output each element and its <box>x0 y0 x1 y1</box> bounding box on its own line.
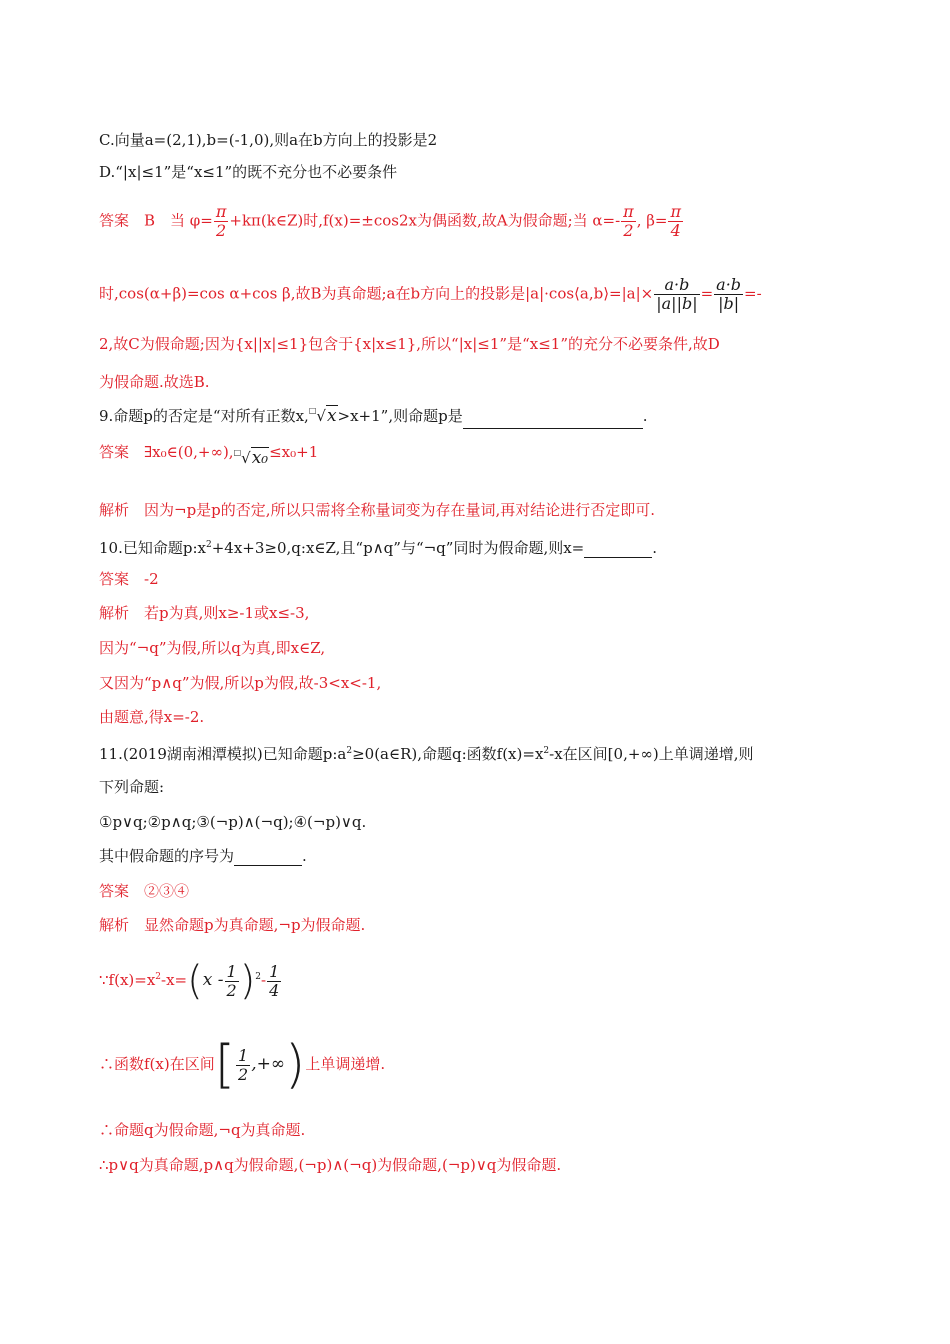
q8-answer-head: 答案 B 当 φ= <box>99 211 213 230</box>
q11-stem <box>99 741 754 764</box>
q10-answer-blank[interactable] <box>584 541 652 558</box>
q9-answer-b: ≤x₀+1 <box>269 443 319 461</box>
q8-answer-beta: , β= <box>636 211 668 230</box>
q10-stem-b: +4x+3≥0,q:x∈Z,且“p∧q”与“¬q”同时为假命题,则x= <box>211 539 585 557</box>
q11-analysis-5: ∴p∨q为真命题,p∧q为假命题,(¬p)∧(¬q)为假命题,(¬p)∨q为假命题. <box>99 1156 562 1174</box>
q8-answer-line1 <box>99 203 684 240</box>
q9-answer-blank[interactable] <box>463 412 643 429</box>
q8-answer-line2 <box>99 276 762 313</box>
q10-answer: 答案 -2 <box>99 570 159 588</box>
q11-a2-b: -x= <box>161 971 188 989</box>
fraction-one-quarter: $\frac{1}{4}$ <box>269 961 280 1000</box>
fraction-pi-over-4: $\frac{\pi}{4}$ <box>670 202 681 240</box>
q8-line2-a: 时,cos(α+β)=cos α+cos β,故B为真命题;a在b方向上的投影是|a|·cos⟨a,b⟩=|a|× <box>99 284 654 303</box>
q11-a3-a: ∴函数f(x)在区间 <box>99 1055 215 1073</box>
q9-analysis: 解析 因为¬p是p的否定,所以只需将全称量词变为存在量词,再对结论进行否定即可. <box>99 501 656 519</box>
q11-ask-end: . <box>302 847 307 865</box>
fraction-pi-over-2: $\frac{\pi}{2}$ <box>215 202 227 240</box>
q11-answer: 答案 ②③④ <box>99 882 190 900</box>
q10-stem-a: 10.已知命题p:x <box>99 539 206 557</box>
interval-half-to-inf: [ $\frac{1}{2}$ ,+∞) <box>214 1035 306 1095</box>
q10-analysis-1: 解析 若p为真,则x≥-1或x≤-3, <box>99 604 310 622</box>
q11-analysis-4: ∴命题q为假命题,¬q为真命题. <box>99 1121 306 1139</box>
option-d: D.“|x|≤1”是“x≤1”的既不充分也不必要条件 <box>99 163 398 181</box>
q9-answer-a: 答案 ∃x₀∈(0,+∞), <box>99 443 234 461</box>
q11-stem-c: -x在区间[0,+∞)上单调递增,则 <box>549 745 754 763</box>
q9-stem <box>99 405 648 429</box>
q11-stem-2: 下列命题: <box>99 778 165 796</box>
fraction-ab-over-b: $\frac{a\cdot b}{|b|}$ <box>716 275 742 313</box>
q9-stem-b: >x+1”,则命题p是 <box>337 407 463 425</box>
q9-stem-a: 9.命题p的否定是“对所有正数x, <box>99 407 309 425</box>
q11-sup-a: 2 <box>346 746 353 756</box>
q11-list: ①p∨q;②p∧q;③(¬p)∧(¬q);④(¬p)∨q. <box>99 813 367 831</box>
q8-answer-line4: 为假命题.故选B. <box>99 373 210 391</box>
q11-a2-a: ∵f(x)=x <box>99 971 156 989</box>
q10-stem <box>99 535 657 558</box>
q8-line2-tail: =- <box>744 284 762 303</box>
q11-answer-blank[interactable] <box>234 849 302 866</box>
q9-answer <box>99 441 319 468</box>
q10-stem-end: . <box>652 539 658 557</box>
fraction-ab-over-norms: $\frac{a\cdot b}{|a||b|}$ <box>656 275 698 313</box>
q11-ask <box>99 846 307 866</box>
q11-a2-sup: 2 <box>155 972 162 982</box>
q11-a3-b: 上单调递增. <box>305 1055 386 1073</box>
q11-a2-c: - <box>261 971 267 989</box>
q9-stem-end: . <box>642 407 648 425</box>
q10-analysis-3: 又因为“p∧q”为假,所以p为假,故-3<x<-1, <box>99 674 382 692</box>
q11-analysis-2 <box>99 955 282 1002</box>
q11-sup-b: 2 <box>543 746 550 756</box>
q11-analysis-1: 解析 显然命题p为真命题,¬p为假命题. <box>99 916 366 934</box>
cube-root-x0: □√x₀ <box>233 448 269 468</box>
q8-answer-mid: +kπ(k∈Z)时,f(x)=±cos2x为偶函数,故A为假命题;当 α=- <box>229 211 621 230</box>
q10-analysis-4: 由题意,得x=-2. <box>99 708 205 726</box>
option-c: C.向量a=(2,1),b=(-1,0),则a在b方向上的投影是2 <box>99 131 438 149</box>
squared-binomial: (x - $\frac{1}{2}$ )$^2$ <box>187 958 262 1004</box>
q11-ask-text: 其中假命题的序号为 <box>99 847 235 865</box>
fraction-pi-over-2-b: $\frac{\pi}{2}$ <box>623 202 634 240</box>
q11-stem-b: ≥0(a∈R),命题q:函数f(x)=x <box>352 745 544 763</box>
cube-root-x: □√x <box>308 406 337 426</box>
q11-analysis-3 <box>99 1035 386 1095</box>
q11-stem-a: 11.(2019湖南湘潭模拟)已知命题p:a <box>99 745 347 763</box>
q10-analysis-2: 因为“¬q”为假,所以q为真,即x∈Z, <box>99 639 326 657</box>
q8-answer-line3: 2,故C为假命题;因为{x||x|≤1}包含于{x|x≤1},所以“|x|≤1”是“x≤1”的充分不必要条件,故D <box>99 335 720 353</box>
q8-line2-eq: = <box>700 284 714 303</box>
q10-square: 2 <box>205 540 212 550</box>
